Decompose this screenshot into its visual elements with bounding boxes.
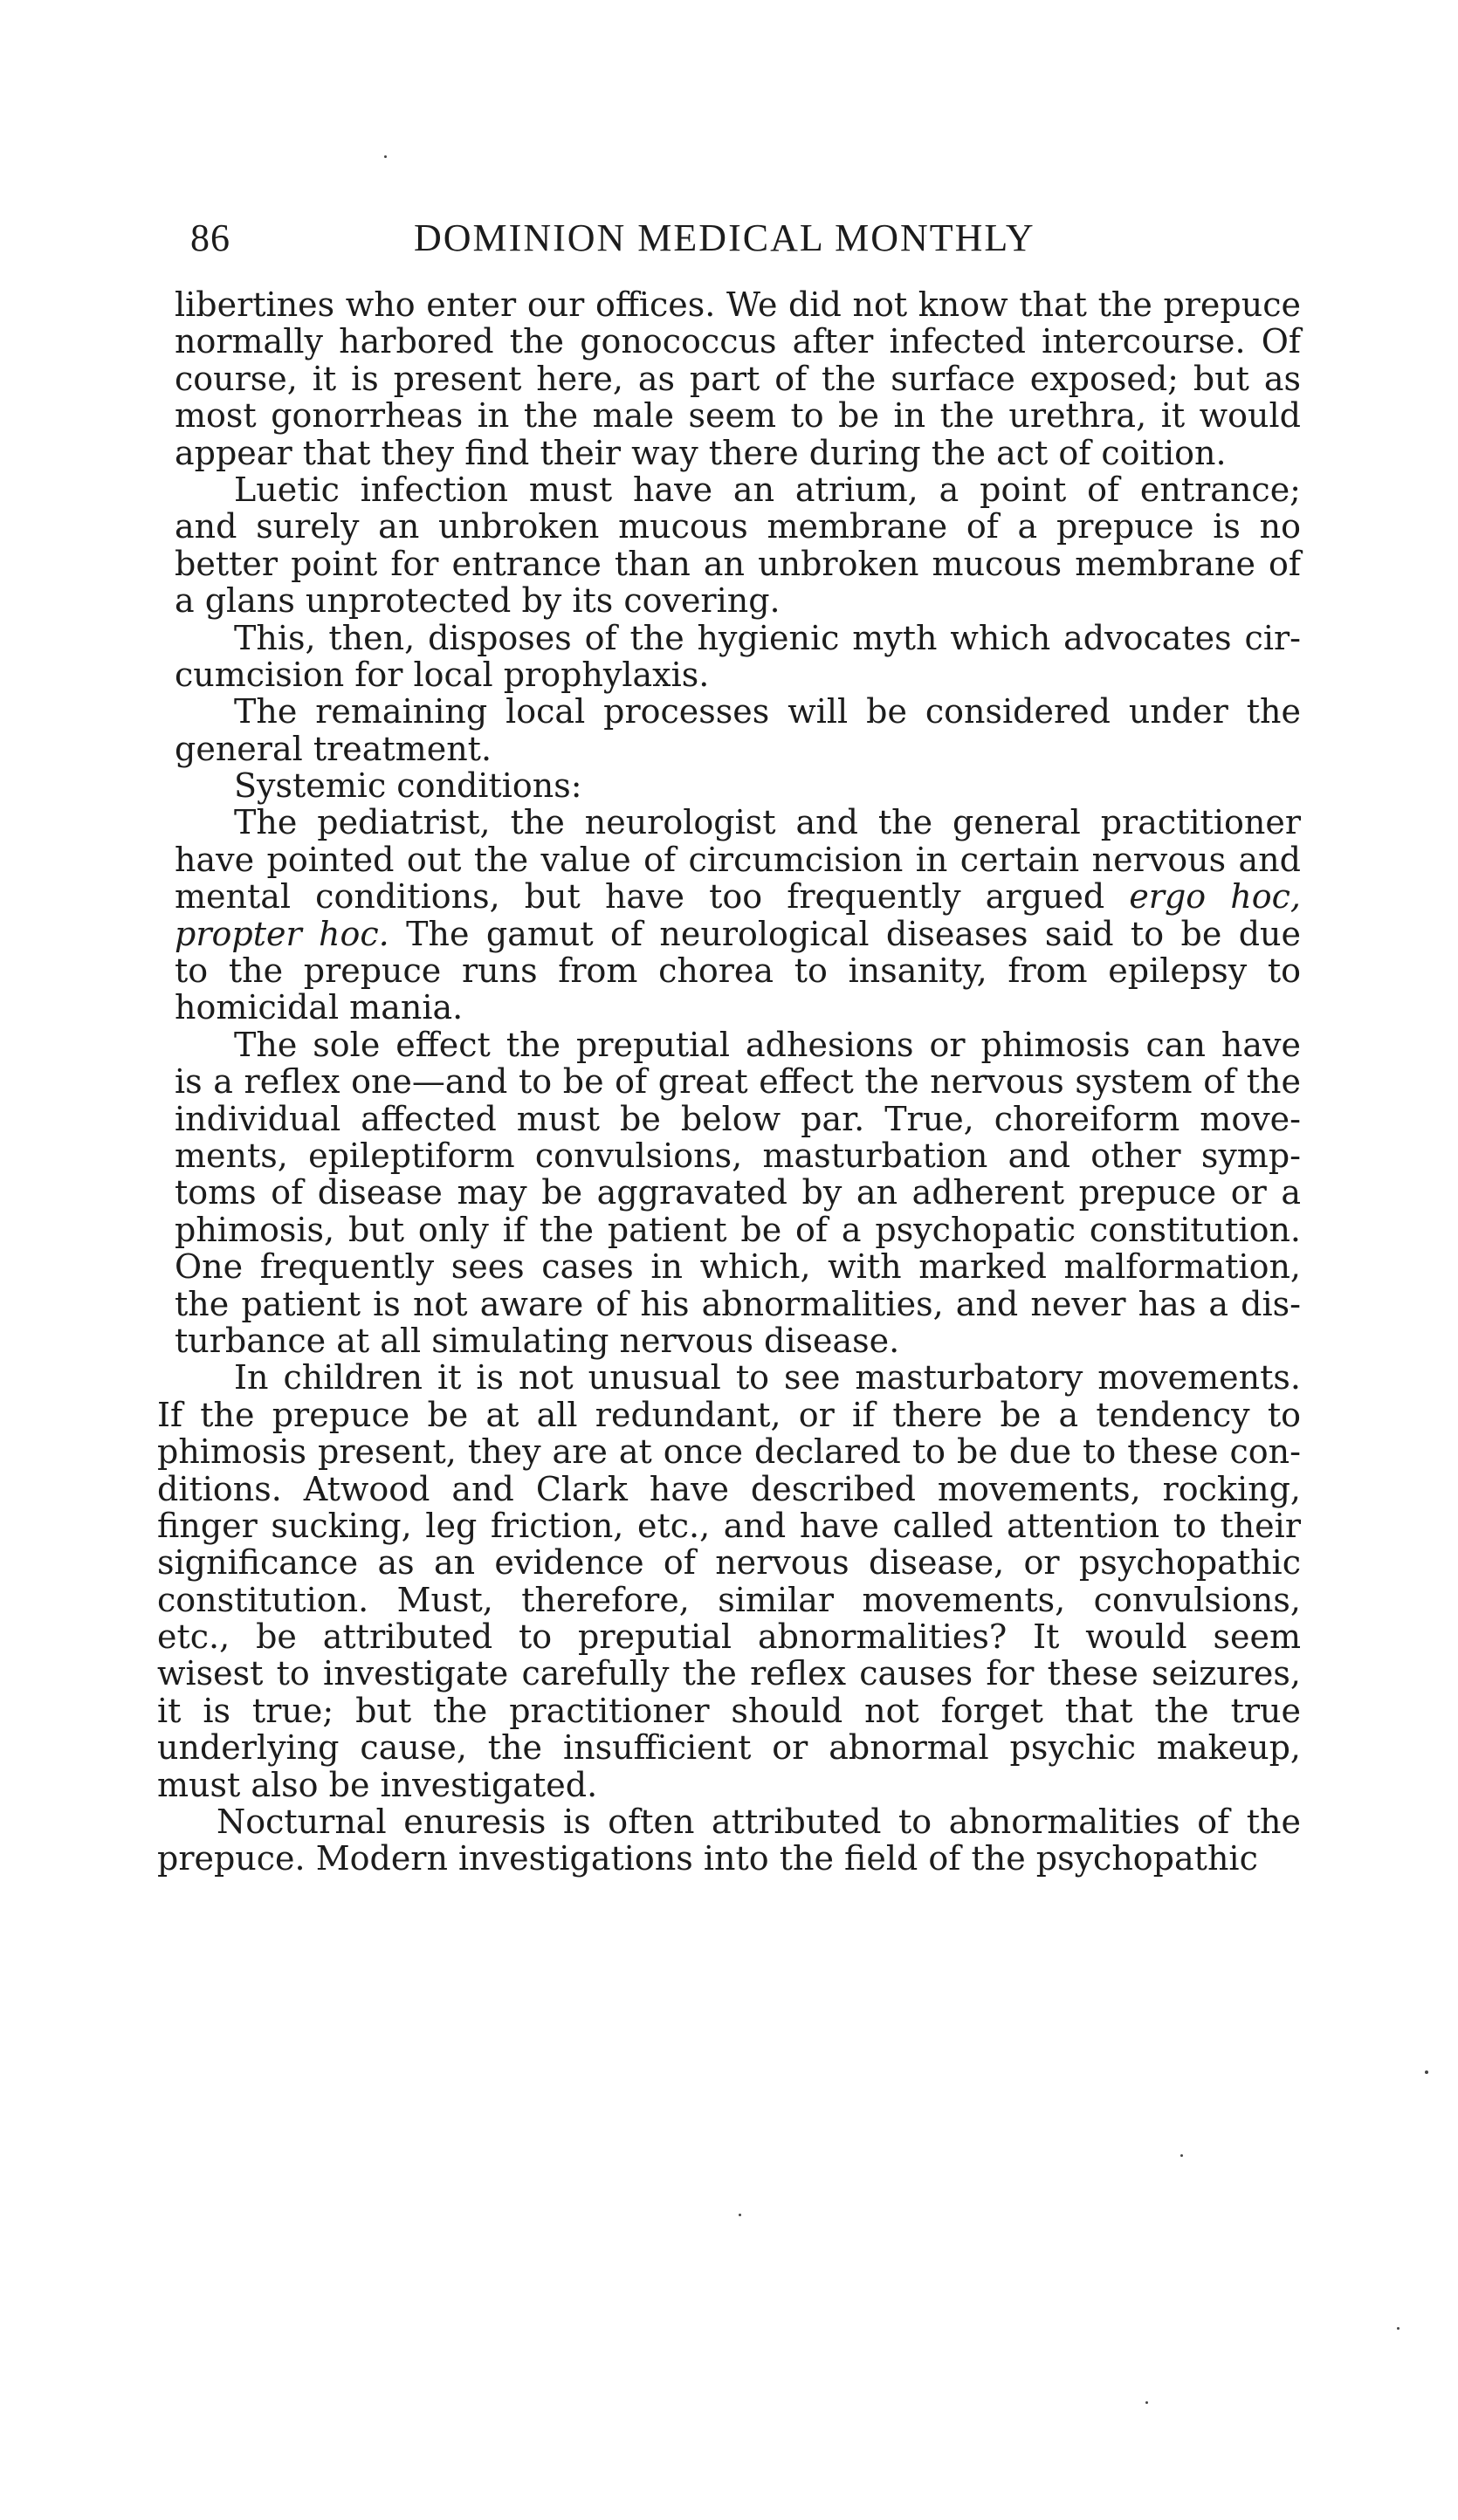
text-line: general treatment. (175, 729, 492, 768)
text-line: finger sucking, leg friction, etc., and have called attention to their (157, 1506, 1301, 1545)
paragraph-start-line: The remaining local processes will be considered under the (234, 692, 1301, 731)
section-label-line: Systemic conditions: (234, 766, 582, 806)
scan-speck (1397, 2327, 1400, 2330)
text-line: cumcision for local prophylaxis. (175, 655, 710, 694)
text-line-with-italics (175, 878, 1301, 915)
text-line: significance as an evidence of nervous disease, or psychopathic (157, 1543, 1301, 1583)
text-line: homicidal mania. (175, 988, 464, 1027)
text-line: must also be investigated. (157, 1765, 598, 1804)
text-line: etc., be attributed to preputial abnormalities? It would seem (157, 1617, 1301, 1657)
running-header (190, 212, 1295, 264)
text-line: phimosis, but only if the patient be of a psychopatic constitution. (175, 1210, 1301, 1249)
italic-phrase: propter hoc. (175, 914, 389, 953)
article-body (157, 285, 1301, 1878)
paragraph-start-line: The pediatrist, the neurologist and the general practitioner (234, 803, 1301, 842)
scan-speck (384, 155, 387, 158)
text-line-with-italics (175, 916, 1301, 952)
scan-speck (1180, 2154, 1183, 2157)
text-line: better point for entrance than an unbroken mucous membrane of (175, 544, 1301, 583)
text-line: libertines who enter our offices. We did not know that the prepuce (175, 285, 1301, 324)
text-line: phimosis present, they are at once declared to be due to these con- (157, 1432, 1301, 1472)
text-line: it is true; but the practitioner should not forget that the true (157, 1691, 1301, 1730)
scan-speck (739, 2214, 741, 2216)
italic-phrase: ergo hoc, (1129, 877, 1301, 917)
text-line: a glans unprotected by its covering. (175, 581, 781, 621)
text-line: most gonorrheas in the male seem to be in the urethra, it would (175, 396, 1301, 436)
text-line-run: propter hoc. The gamut of neurological diseases said to be due (175, 914, 1301, 953)
text-line: and surely an unbroken mucous membrane of a prepuce is no (175, 507, 1301, 546)
scan-speck (1425, 2070, 1428, 2074)
text-line: One frequently sees cases in which, with marked malformation, (175, 1247, 1301, 1287)
text-line: underlying cause, the insufficient or abnormal psychic makeup, (157, 1728, 1301, 1768)
text-line: normally harbored the gonococcus after infected intercourse. Of (175, 322, 1301, 361)
text-line: is a reflex one—and to be of great effect the nervous system of the (175, 1062, 1301, 1102)
journal-title: DOMINION MEDICAL MONTHLY (414, 216, 1035, 259)
text-line: have pointed out the value of circumcision in certain nervous and (175, 840, 1301, 879)
text-line: prepuce. Modern investigations into the field of the psychopathic (157, 1839, 1258, 1878)
text-line: to the prepuce runs from chorea to insanity, from epilepsy to (175, 951, 1301, 991)
text-line: wisest to investigate carefully the reflex causes for these seizures, (157, 1654, 1301, 1693)
text-line: toms of disease may be aggravated by an adherent prepuce or a (175, 1173, 1301, 1212)
text-line: individual affected must be below par. True, choreiform move- (175, 1099, 1301, 1138)
scan-speck (1145, 2401, 1148, 2404)
text-line-run: mental conditions, but have too frequently argued ergo hoc, (175, 877, 1301, 917)
paragraph-start-line: In children it is not unusual to see masturbatory movements. (234, 1358, 1301, 1397)
text-line: appear that they find their way there during the act of coition. (175, 433, 1227, 472)
paragraph-start-line: This, then, disposes of the hygienic myth which advocates cir- (234, 618, 1301, 657)
text-line: ments, epileptiform convulsions, masturbation and other symp- (175, 1136, 1301, 1175)
text-line: the patient is not aware of his abnormalities, and never has a dis- (175, 1284, 1301, 1323)
paragraph-start-line: Nocturnal enuresis is often attributed to abnormalities of the (217, 1802, 1301, 1842)
text-line: turbance at all simulating nervous disease. (175, 1321, 900, 1360)
text-line: constitution. Must, therefore, similar movements, convulsions, (157, 1580, 1301, 1619)
page-number: 86 (190, 216, 230, 259)
text-line: If the prepuce be at all redundant, or if there be a tendency to (157, 1395, 1301, 1434)
text-line: course, it is present here, as part of the surface exposed; but as (175, 359, 1301, 398)
paragraph-start-line: Luetic infection must have an atrium, a point of entrance; (234, 470, 1301, 509)
paragraph-start-line: The sole effect the preputial adhesions or phimosis can have (234, 1025, 1301, 1064)
text-line: ditions. Atwood and Clark have described movements, rocking, (157, 1469, 1301, 1508)
